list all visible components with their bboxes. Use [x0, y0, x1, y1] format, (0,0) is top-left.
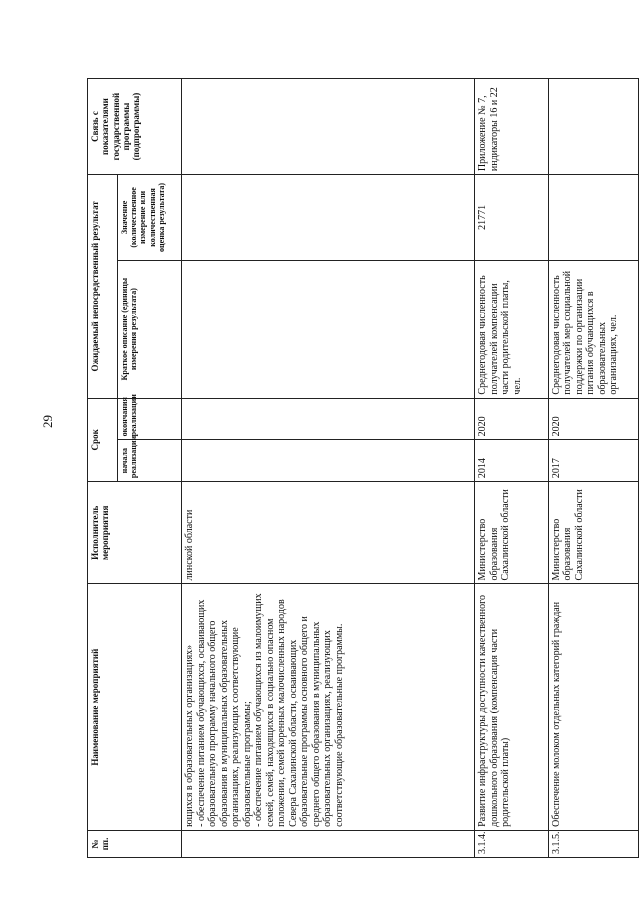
cell-end: 2020	[475, 398, 548, 440]
cell-start: 2014	[475, 440, 548, 482]
cell-name: Развитие инфраструктуры доступности качественного дошкольного образования (компенсация части родительской платы)	[475, 584, 548, 830]
cell-executor: Министерство образования Сахалинской области	[548, 482, 638, 584]
header-name: Наименование мероприятий	[88, 584, 182, 830]
cell-start: 2017	[548, 440, 638, 482]
cell-result-desc: Среднегодовая численность получателей компенсации части родительской платы, чел.	[475, 260, 548, 398]
cell-result-value: 21771	[475, 175, 548, 261]
cell-end: 2020	[548, 398, 638, 440]
header-result-value: Значение (количественное измерение или количественная оценка результата)	[118, 175, 182, 261]
table-row	[182, 79, 475, 858]
cell-result-desc: Среднегодовая численность получателей мер социальной поддержки по организации питания обучающихся в образовательных организациях, чел.	[548, 260, 638, 398]
table-row	[475, 79, 548, 858]
cell-link	[182, 79, 475, 175]
cell-end	[182, 398, 475, 440]
cell-num	[182, 830, 475, 857]
cell-start	[182, 440, 475, 482]
page-number: 29	[40, 415, 55, 428]
cell-name: Обеспечение молоком отдельных категорий граждан	[548, 584, 638, 830]
cell-result-desc	[182, 260, 475, 398]
header-executor: Исполнитель мероприятия	[88, 482, 182, 584]
header-result-desc: Краткое описание (единицы измерения результата)	[118, 260, 182, 398]
cell-link: Приложение № 7, индикаторы 16 и 22	[475, 79, 548, 175]
header-num: № пп.	[88, 830, 182, 857]
header-row-1	[88, 79, 118, 858]
cell-link	[548, 79, 638, 175]
header-expected-result: Ожидаемый непосредственный результат	[88, 175, 118, 398]
measures-table	[87, 78, 639, 858]
table-row	[548, 79, 638, 858]
cell-name: ющихся в образовательных организациях» - обеспечение питанием обучающихся, осваивающих образовательную программу начального общего образования в муниципальных образовательных организациях, реализующих соответствующие образовательные программы; - обеспечение питанием обучающихся из малоимущих семей, семей, находящихся в социально опасном положении, семей коренных малочисленных народов Севера Сахалинской области, осваивающих образовательные программы основного общего и среднего общего образования в муниципальных образовательных организациях, реализующих соответствующие образовательные программы.	[182, 584, 475, 830]
cell-num: 3.1.4.	[475, 830, 548, 857]
cell-result-value	[182, 175, 475, 261]
header-term: Срок	[88, 398, 118, 482]
cell-executor: линской области	[182, 482, 475, 584]
cell-executor: Министерство образования Сахалинской области	[475, 482, 548, 584]
rotated-table-container	[87, 78, 639, 858]
header-term-end: окончания реализации	[118, 398, 182, 440]
header-term-start: начала реализации	[118, 440, 182, 482]
header-link: Связь с показателями государственной программы (подпрограммы)	[88, 79, 182, 175]
cell-num: 3.1.5.	[548, 830, 638, 857]
cell-result-value	[548, 175, 638, 261]
